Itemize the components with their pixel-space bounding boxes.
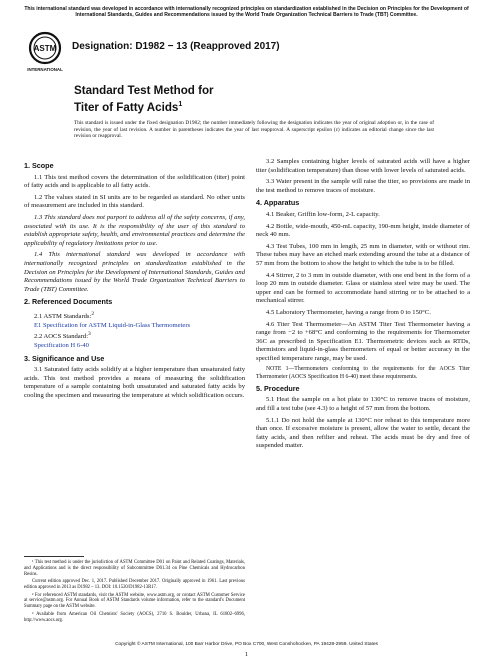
ref-astm-standards-text: 2.1 ASTM Standards:	[34, 313, 92, 321]
left-column	[24, 158, 245, 404]
para-1-2: 1.2 The values stated in SI units are to be regarded as standard. No other units of measurement are included in this standard.	[24, 193, 245, 210]
para-4-1: 4.1 Beaker, Griffin low-form, 2-L capacity.	[266, 210, 380, 218]
para-3-3: 3.3 Water present in the sample will raise the titer, so provisions are made in the test method to remove traces of moisture.	[256, 178, 470, 194]
wto-notice: This international standard was developed in accordance with internationally recognized principles on standardization established in the Decision on Principles for the Development of International Standards, Guides and Recommendations issued by the World Trade Organization Technical Barriers to Trade (TBT) Committee.	[24, 6, 469, 19]
preamble: This standard is issued under the fixed designation D1982; the number immediately following the designation indicates the year of original adoption or, in the case of revision, the year of last revision. A number in parentheses indicates the year of last reapproval. A superscript epsilon (ε) indicates an editorial change since the last revision or reapproval.	[74, 120, 434, 140]
para-1-1: 1.1 This test method covers the determination of the solidification (titer) point of fatty acids and is applicable to all fatty acids.	[24, 173, 245, 190]
title-footnote-mark: 1	[178, 101, 183, 108]
title-line-1: Standard Test Method for	[74, 84, 214, 97]
title-line-2-text: Titer of Fatty Acids	[74, 100, 179, 114]
para-3-1: 3.1 Saturated fatty acids solidify at a higher temperature than unsaturated fatty acids. This test method provides a means of measuring the solidification temperature of a sample containing both unsaturated and saturated fatty acids by cooling the specimen and measuring the temperature at which solidification occurs.	[24, 366, 245, 400]
ref-e1-link[interactable]: E1 Specification for ASTM Liquid-in-Glass Thermometers	[34, 321, 191, 329]
para-4-3: 4.3 Test Tubes, 100 mm in length, 25 mm in diameter, with or without rim. These tubes may have an etched mark extending around the tube at a distance of 57 mm from the bottom to show the height to which the tube is to be filled.	[256, 242, 470, 267]
copyright-footer: Copyright © ASTM International, 100 Barr Harbor Drive, PO Box C700, West Conshohocken, PA 19428-2959. United States	[115, 642, 378, 647]
para-4-5: 4.5 Laboratory Thermometer, having a range from 0 to 150°C.	[266, 308, 431, 316]
section-referenced-documents-heading: 2. Referenced Documents	[24, 297, 113, 307]
footnote-2: ² For referenced ASTM standards, visit the ASTM website, www.astm.org, or contact ASTM Customer Service at service@astm.org. For Annual Book of ASTM Standards volume information, refer to the standard's Document Summary page on the ASTM website.	[24, 592, 245, 610]
footnote-mark-2: 2	[91, 310, 95, 317]
astm-logo	[24, 30, 66, 74]
para-5-1-1: 5.1.1 Do not hold the sample at 130°C nor reheat to this temperature more than once. If excessive moisture is present, allow the water to settle, decant the fatty acids, and then refilter and reheat. The acids must be dry and free of suspended matter.	[256, 416, 470, 450]
page-number: 1	[244, 651, 249, 658]
footnote-1: ¹ This test method is under the jurisdiction of ASTM Committee D01 on Paint and Related Coatings, Materials, and Applications and is the direct responsibility of Subcommittee D01.34 on Pine Chemicals and Hydrocarbon Resins.	[24, 560, 245, 577]
footnote-mark-3: 3	[88, 331, 91, 338]
para-5-1: 5.1 Heat the sample on a hot plate to 130°C to remove traces of moisture, and fill a test tube (see 4.3) to a height of 57 mm from the bottom.	[256, 396, 470, 413]
svg-text:INTERNATIONAL: INTERNATIONAL	[27, 67, 63, 72]
ref-aocs-standard	[24, 330, 245, 342]
para-4-2: 4.2 Bottle, wide-mouth, 450-mL capacity, 190-mm height, inside diameter of neck 40 mm.	[256, 222, 470, 239]
section-procedure-heading: 5. Procedure	[256, 383, 300, 393]
footnote-3: ³ Available from American Oil Chemists' Society (AOCS), 2710 S. Boulder, Urbana, IL 61802–6996, http://www.aocs.org.	[24, 611, 245, 623]
right-column	[256, 158, 470, 454]
para-1-3: 1.3 This standard does not purport to address all of the safety concerns, if any, associated with its use. It is the responsibility of the user of this standard to establish appropriate safety, health, and environmental practices and determine the applicability of regulatory limitations prior to use.	[24, 213, 245, 247]
para-3-2: 3.2 Samples containing higher levels of saturated acids will have a higher titer (solidification temperature) than those with lower levels of saturated acids.	[256, 158, 470, 174]
section-significance-heading: 3. Significance and Use	[24, 353, 105, 363]
document-title	[74, 84, 214, 115]
title-line-2	[74, 98, 214, 115]
footnotes	[24, 560, 245, 625]
ref-aocs-standard-text: 2.2 AOCS Standard:	[34, 333, 89, 341]
para-4-4: 4.4 Stirrer, 2 to 3 mm in outside diameter, with one end bent in the form of a loop 20 mm in outside diameter. Glass or stainless steel wire may be used. The upper end can be formed to accommodate hand stirring or to be attached to a mechanical stirrer.	[256, 271, 470, 305]
note-1: NOTE 1—Thermometers conforming to the requirements for the AOCS Titer Thermometer (AOCS Specification H 6-40) meet these requirements.	[256, 366, 470, 380]
footnote-1b: Current edition approved Dec. 1, 2017. Published December 2017. Originally approved in 1961. Last previous edition approved in 2013 as D1982 – 13. DOI: 10.1520/D1982-13R17.	[24, 579, 245, 591]
footnote-divider	[24, 556, 84, 557]
ref-h640-link[interactable]: Specification H 6-40	[34, 342, 89, 350]
section-apparatus-heading: 4. Apparatus	[256, 198, 300, 208]
designation: Designation: D1982 − 13 (Reapproved 2017)	[72, 41, 280, 52]
para-1-4: 1.4 This international standard was developed in accordance with internationally recognized principles on standardization established in the Decision on Principles for the Development of International Standards, Guides and Recommendations issued by the World Trade Organization Technical Barriers to Trade (TBT) Committee.	[24, 251, 245, 293]
svg-text:ASTM: ASTM	[33, 44, 57, 53]
ref-astm-standards	[24, 310, 245, 322]
astm-logo-graphic	[24, 30, 66, 74]
para-4-6: 4.6 Titer Test Thermometer—An ASTM Titer Test Thermometer having a range from −2 to +68°C and conforming to the requirements for Thermometer 36C as prescribed in Specification E1. Thermometric devices such as RTDs, thermistors and liquid-in-glass thermometers of equal or better accuracy in the specified temperature range, may be used.	[256, 320, 470, 362]
section-scope-heading: 1. Scope	[24, 161, 54, 170]
